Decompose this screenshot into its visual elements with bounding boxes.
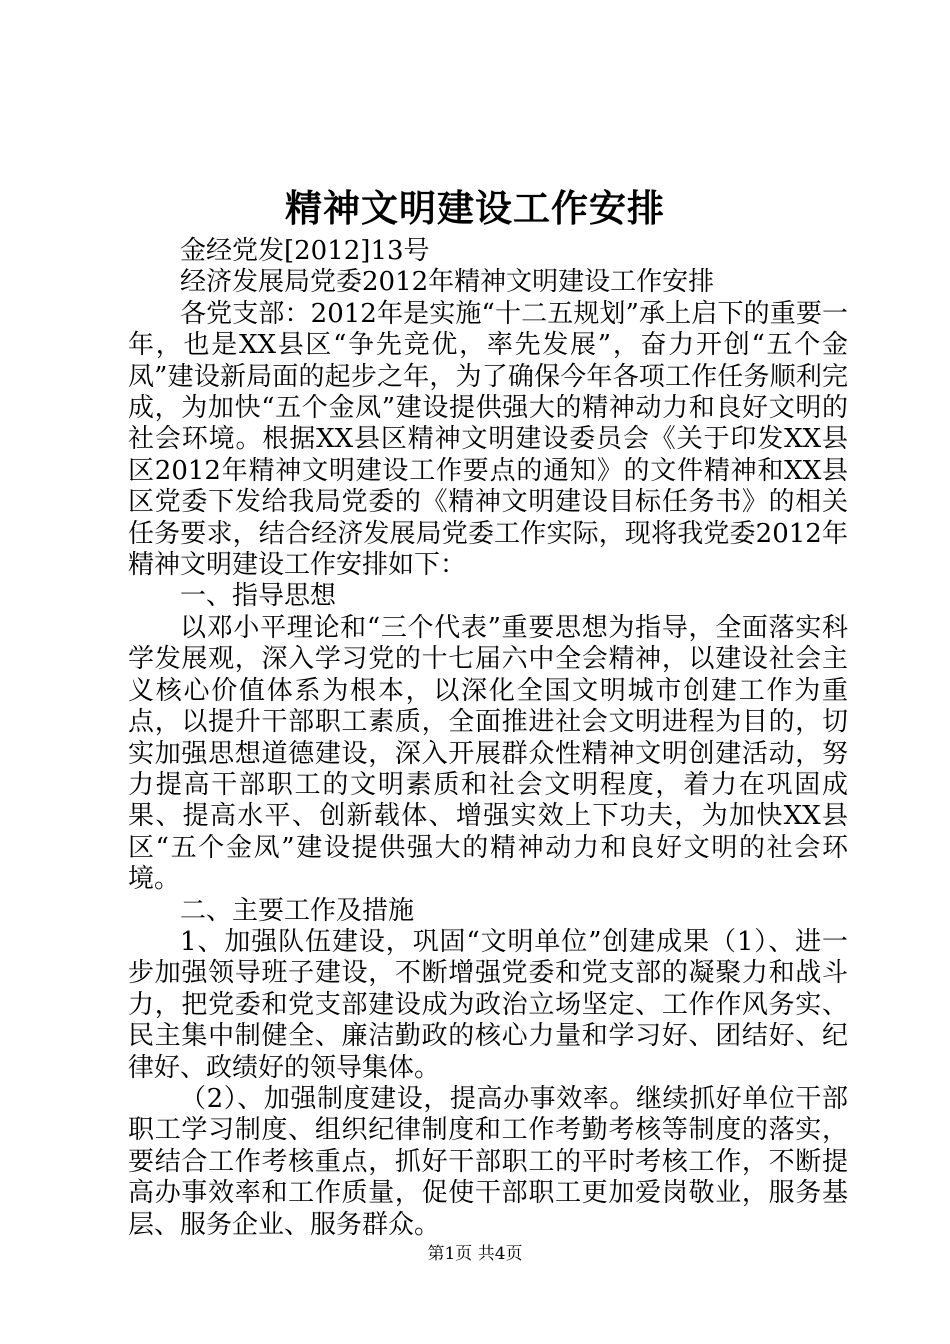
main-work-paragraph-1: 1、加强队伍建设，巩固“文明单位”创建成果（1）、进一步加强领导班子建设，不断增强党委和党支部的凝聚力和战斗力，把党委和党支部建设成为政治立场坚定、工作作风务实、民主集中制健全、廉洁勤政的核心力量和学习好、团结好、纪律好、政绩好的领导集体。: [128, 926, 848, 1083]
intro-paragraph: 各党支部：2012年是实施“十二五规划”承上启下的重要一年，也是XX县区“争先竞优，率先发展”，奋力开创“五个金凤”建设新局面的起步之年，为了确保今年各项工作任务顺利完成，为加快“五个金凤”建设提供强大的精神动力和良好文明的社会环境。根据XX县区精神文明建设委员会《关于印发XX县区2012年精神文明建设工作要点的通知》的文件精神和XX县区党委下发给我局党委的《精神文明建设目标任务书》的相关任务要求，结合经济发展局党委工作实际，现将我党委2012年精神文明建设工作安排如下：: [128, 298, 848, 581]
document-number: 金经党发[2012]13号: [180, 236, 430, 266]
section-heading-guiding-thought: 一、指导思想: [180, 581, 337, 612]
main-work-paragraph-2: （2）、加强制度建设，提高办事效率。继续抓好单位干部职工学习制度、组织纪律制度和工作考勤考核等制度的落实，要结合工作考核重点，抓好干部职工的平时考核工作，不断提高办事效率和工作质量，促使干部职工更加爱岗敬业，服务基层、服务企业、服务群众。: [128, 1083, 848, 1240]
section-heading-main-work: 二、主要工作及措施: [180, 895, 415, 926]
document-body: [128, 236, 848, 1241]
page-footer: 第1页 共4页: [427, 1244, 523, 1264]
document-subtitle: 经济发展局党委2012年精神文明建设工作安排: [180, 267, 715, 298]
guiding-thought-paragraph: 以邓小平理论和“三个代表”重要思想为指导，全面落实科学发展观，深入学习党的十七届六中全会精神，以建设社会主义核心价值体系为根本，以深化全国文明城市创建工作为重点，以提升干部职工素质，全面推进社会文明进程为目的，切实加强思想道德建设，深入开展群众性精神文明创建活动，努力提高干部职工的文明素质和社会文明程度，着力在巩固成果、提高水平、创新载体、增强实效上下功夫，为加快XX县区“五个金凤”建设提供强大的精神动力和良好文明的社会环境。: [128, 612, 848, 895]
document-title: 精神文明建设工作安排: [285, 186, 665, 230]
